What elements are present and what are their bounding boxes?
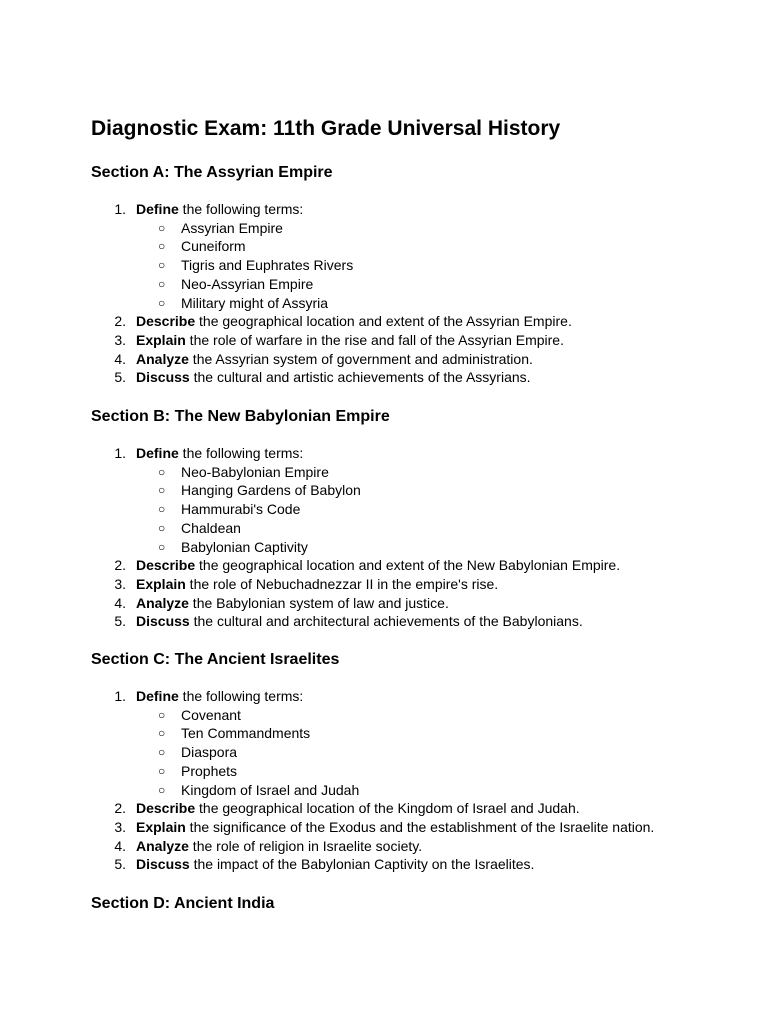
question-rest: the geographical location and extent of the New Babylonian Empire. [195,557,621,574]
term-item [0,538,768,557]
question-item [0,331,768,350]
question-verb: Define [136,445,179,461]
question-number: 3. [114,818,126,835]
question-number: 3. [114,331,126,348]
question-item [0,312,768,331]
question-number: 3. [114,575,126,592]
term-text: Hammurabi's Code [181,501,301,518]
term-text: Cuneiform [181,238,246,255]
question-verb: Analyze [136,350,189,367]
question-rest: the role of Nebuchadnezzar II in the empire's rise. [185,575,499,592]
circle-bullet-icon: ○ [158,295,166,310]
question-text [136,350,533,369]
term-item [0,762,768,781]
question-rest: the following terms: [178,688,304,704]
circle-bullet-icon: ○ [158,763,166,778]
term-text: Hanging Gardens of Babylon [181,482,361,499]
term-item [0,463,768,482]
question-item [0,556,768,575]
term-item [0,519,768,538]
circle-bullet-icon: ○ [158,726,166,741]
question-text [136,837,422,856]
question-item [0,818,768,837]
page-title: Diagnostic Exam: 11th Grade Universal History [91,117,561,140]
question-item [0,200,768,219]
question-number: 4. [114,594,126,611]
question-rest: the significance of the Exodus and the establishment of the Israelite nation. [185,818,655,835]
question-item [0,594,768,613]
question-number: 1. [114,688,126,704]
question-verb: Describe [136,313,196,330]
term-text: Neo-Babylonian Empire [181,463,329,480]
question-item [0,575,768,594]
term-item [0,500,768,519]
question-verb: Define [136,201,179,217]
question-verb: Discuss [136,856,190,873]
question-rest: the following terms: [178,445,304,461]
section-heading: Section D: Ancient India [91,895,275,912]
question-rest: the geographical location of the Kingdom of Israel and Judah. [195,800,580,817]
question-text [136,575,498,594]
term-text: Babylonian Captivity [181,538,308,555]
question-number: 1. [114,201,126,217]
term-item [0,275,768,294]
question-rest: the role of warfare in the rise and fall of the Assyrian Empire. [185,331,564,348]
question-number: 2. [114,557,126,574]
circle-bullet-icon: ○ [158,520,166,535]
term-text: Neo-Assyrian Empire [181,275,314,292]
question-verb: Explain [136,818,186,835]
question-text [136,331,564,350]
circle-bullet-icon: ○ [158,483,166,498]
question-text [136,799,580,818]
term-item [0,256,768,275]
question-verb: Describe [136,800,196,817]
circle-bullet-icon: ○ [158,745,166,760]
circle-bullet-icon: ○ [158,782,166,797]
term-text: Chaldean [181,519,241,536]
question-text [136,855,534,874]
question-item [0,799,768,818]
question-rest: the geographical location and extent of the Assyrian Empire. [195,313,572,330]
term-item [0,724,768,743]
circle-bullet-icon: ○ [158,502,166,517]
question-item [0,837,768,856]
question-verb: Discuss [136,613,190,630]
circle-bullet-icon: ○ [158,539,166,554]
question-text [136,687,303,706]
question-text [136,368,531,387]
question-text [136,556,620,575]
question-item [0,855,768,874]
question-text [136,312,572,331]
circle-bullet-icon: ○ [158,707,166,722]
question-verb: Analyze [136,837,189,854]
term-text: Military might of Assyria [181,294,329,311]
section-heading: Section C: The Ancient Israelites [91,651,340,668]
question-verb: Explain [136,575,186,592]
circle-bullet-icon: ○ [158,239,166,254]
question-rest: the Assyrian system of government and administration. [188,350,533,367]
question-number: 1. [114,445,126,461]
question-verb: Describe [136,557,196,574]
term-text: Diaspora [181,744,238,761]
question-verb: Explain [136,331,186,348]
circle-bullet-icon: ○ [158,258,166,273]
term-text: Assyrian Empire [181,219,283,236]
question-number: 5. [114,856,126,873]
section-heading: Section B: The New Babylonian Empire [91,408,390,425]
question-item [0,687,768,706]
term-text: Kingdom of Israel and Judah [181,781,360,798]
question-item [0,350,768,369]
question-number: 5. [114,613,126,630]
circle-bullet-icon: ○ [158,464,166,479]
question-rest: the impact of the Babylonian Captivity on the Israelites. [189,856,535,873]
question-item [0,444,768,463]
question-text [136,200,303,219]
question-text [136,594,449,613]
term-item [0,706,768,725]
circle-bullet-icon: ○ [158,276,166,291]
term-text: Ten Commandments [181,725,311,742]
term-item [0,219,768,238]
question-number: 4. [114,350,126,367]
question-rest: the role of religion in Israelite society. [188,837,423,854]
question-rest: the following terms: [178,201,304,217]
question-number: 2. [114,313,126,330]
question-text [136,444,303,463]
term-text: Tigris and Euphrates Rivers [181,257,354,274]
question-verb: Define [136,688,179,704]
question-text [136,612,583,631]
question-rest: the cultural and architectural achievements of the Babylonians. [189,613,583,630]
question-verb: Analyze [136,594,189,611]
term-text: Prophets [181,762,238,779]
question-number: 4. [114,837,126,854]
term-item [0,237,768,256]
question-item [0,368,768,387]
question-number: 5. [114,369,126,386]
question-text [136,818,654,837]
term-text: Covenant [181,706,241,723]
question-number: 2. [114,800,126,817]
term-item [0,294,768,313]
question-item [0,612,768,631]
question-rest: the cultural and artistic achievements of the Assyrians. [189,369,531,386]
question-rest: the Babylonian system of law and justice. [188,594,449,611]
term-item [0,781,768,800]
circle-bullet-icon: ○ [158,220,166,235]
question-verb: Discuss [136,369,190,386]
section-heading: Section A: The Assyrian Empire [91,164,333,181]
term-item [0,481,768,500]
term-item [0,743,768,762]
